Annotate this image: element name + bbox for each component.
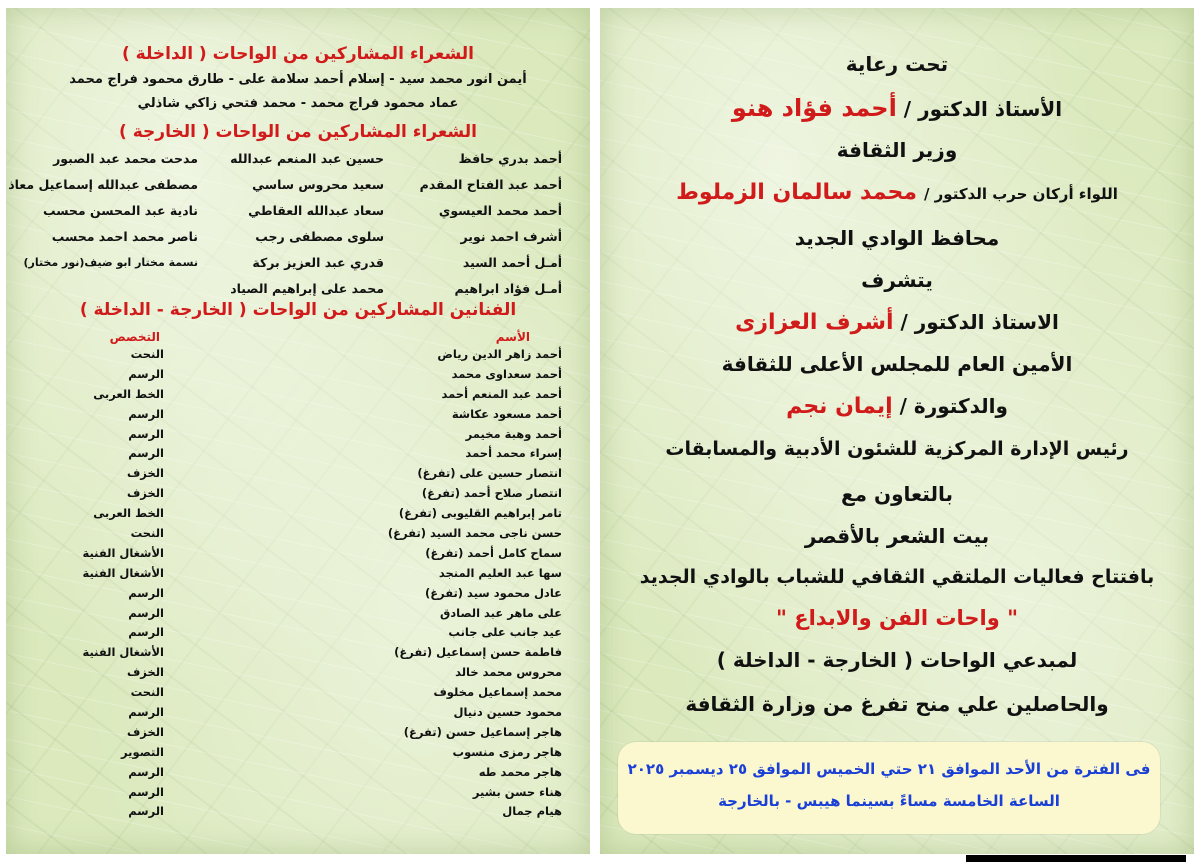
artist-specialty: النحت [130, 526, 164, 541]
notice-time-venue: الساعة الخامسة مساءً بسينما هيبس - بالخارجة [718, 792, 1060, 810]
artist-name: انتصار صلاح أحمد (تفرغ) [421, 486, 562, 501]
dakhla-poets-line-1: أيمن انور محمد سيد - إسلام أحمد سلامة على - طارق محمود فراج محمد [69, 72, 527, 87]
artist-name: محمد إسماعيل مخلوف [433, 685, 562, 700]
artist-name: سماح كامل أحمد (تفرغ) [425, 545, 562, 560]
artist-name: على ماهر عبد الصادق [439, 605, 562, 620]
artist-name: هاجر إسماعيل حسن (تفرغ) [403, 724, 562, 739]
artist-name: سها عبد العليم المنجد [438, 565, 562, 580]
director-name: إيمان نجم [786, 394, 893, 419]
artist-specialty: الرسم [128, 705, 164, 720]
artist-name: أحمد وهبة مخيمر [465, 426, 562, 441]
artist-name: عيد جانب على جانب [448, 625, 562, 640]
artist-name: أحمد زاهر الدين رياض [437, 347, 562, 361]
minister-line [600, 94, 1194, 122]
poet-name: مصطفى عبدالله إسماعيل معاذ [8, 177, 198, 192]
poet-name: أحمد محمد العيسوي [438, 203, 562, 218]
artist-specialty: الرسم [128, 804, 164, 819]
minister-prefix: الأستاذ الدكتور / [903, 97, 1063, 121]
artist-specialty: الخزف [126, 665, 164, 680]
poet-name: محمد على إبراهيم الصياد [230, 281, 384, 296]
name-column-header: الأسم [495, 330, 530, 344]
poet-name: أحمد بدري حافظ [458, 151, 562, 166]
artist-specialty: النحت [130, 347, 164, 361]
poet-name: نسمة مختار ابو ضيف(نور مختار) [23, 256, 198, 269]
artist-specialty: الرسم [128, 406, 164, 421]
poet-name: أمـل فؤاد ابراهيم [454, 281, 562, 296]
kharga-poets-col-3 [8, 146, 198, 276]
honored-line: يتشرف [861, 268, 933, 292]
under-patronage: تحت رعاية [845, 52, 949, 76]
section-title-kharga-poets: الشعراء المشاركين من الواحات ( الخارجة ) [119, 122, 477, 142]
artist-specialty: الخط العربى [93, 386, 164, 401]
artist-specialty: الرسم [128, 764, 164, 779]
director-prefix: والدكتورة / [899, 394, 1008, 418]
minister-title: وزير الثقافة [836, 138, 958, 162]
artist-name: انتصار حسين على (تفرغ) [417, 466, 562, 481]
poet-name: حسين عبد المنعم عبدالله [230, 151, 384, 166]
poet-name: قدري عبد العزيز بركة [252, 255, 384, 270]
artist-specialty: الرسم [128, 366, 164, 381]
grant-holders-line: والحاصلين علي منح تفرغ من وزارة الثقافة [685, 692, 1109, 716]
artist-name: محمود حسين دنيال [453, 705, 562, 720]
invitation-sheet [600, 8, 1194, 854]
dakhla-poets-line-2: عماد محمود فراج محمد - محمد فتحي زاكي شاذلي [137, 96, 459, 111]
date-venue-notice [618, 742, 1160, 834]
poet-name: أمـل أحمد السيد [462, 255, 562, 270]
artists-names-column [342, 345, 562, 822]
artist-name: هاجر محمد طه [478, 764, 562, 779]
kharga-poets-col-1 [402, 146, 562, 302]
poet-name: أشرف احمد نوير [460, 229, 562, 244]
secretary-line [600, 310, 1194, 335]
artist-specialty: الرسم [128, 426, 164, 441]
artist-specialty: الرسم [128, 585, 164, 600]
artist-specialty: الرسم [128, 605, 164, 620]
director-line [600, 394, 1194, 419]
artist-specialty: الخط العربى [93, 506, 164, 521]
artist-specialty: الخزف [126, 486, 164, 501]
artists-specialty-column [44, 345, 164, 822]
poet-name: سلوى مصطفى رجب [255, 229, 384, 244]
poet-name: سعيد محروس ساسي [252, 177, 384, 192]
artist-specialty: الرسم [128, 625, 164, 640]
event-opening-line: بافتتاح فعاليات الملتقي الثقافي للشباب بالوادي الجديد [639, 566, 1155, 588]
governor-line [600, 180, 1194, 205]
artist-name: حسن ناجى محمد السيد (تفرغ) [387, 526, 562, 541]
artist-name: فاطمة حسن إسماعيل (تفرغ) [394, 645, 562, 660]
artist-name: محروس محمد خالد [455, 665, 562, 680]
artist-specialty: الأشغال الفنية [82, 645, 164, 660]
bottom-bar [966, 855, 1186, 862]
notice-dates: فى الفترة من الأحد الموافق ٢١ حتي الخميس الموافق ٢٥ ديسمبر ٢٠٢٥ [627, 760, 1151, 778]
artist-name: هاجر رمزى منسوب [452, 744, 562, 759]
artist-specialty: الرسم [128, 446, 164, 461]
poet-name: أحمد عبد الفتاح المقدم [419, 177, 562, 192]
artist-name: هيام جمال [502, 804, 562, 819]
poet-name: مدحت محمد عبد الصبور [53, 151, 198, 166]
creators-line: لمبدعي الواحات ( الخارجة - الداخلة ) [716, 648, 1078, 672]
artist-specialty: الخزف [126, 724, 164, 739]
secretary-title: الأمين العام للمجلس الأعلى للثقافة [721, 352, 1073, 376]
artist-name: أحمد سعداوى محمد [451, 366, 562, 381]
artist-name: أحمد مسعود عكاشة [451, 406, 562, 421]
section-title-artists: الفنانين المشاركين من الواحات ( الخارجة - الداخلة ) [79, 300, 517, 320]
poet-name: ناصر محمد احمد محسب [51, 229, 198, 244]
artist-specialty: الرسم [128, 784, 164, 799]
artist-specialty: الأشغال الفنية [82, 565, 164, 580]
secretary-prefix: الاستاذ الدكتور / [900, 310, 1059, 334]
artist-specialty: التصوير [121, 744, 164, 759]
artist-specialty: النحت [130, 685, 164, 700]
governor-name: محمد سالمان الزملوط [676, 180, 917, 205]
kharga-poets-col-2 [214, 146, 384, 302]
secretary-name: أشرف العزازى [735, 310, 894, 335]
poet-name: نادية عبد المحسن محسب [42, 203, 198, 218]
partner-house-of-poetry: بيت الشعر بالأقصر [804, 524, 990, 548]
artist-name: عادل محمود سيد (تفرغ) [424, 585, 562, 600]
minister-name: أحمد فؤاد هنو [731, 94, 897, 122]
director-title: رئيس الإدارة المركزية للشئون الأدبية والمسابقات [665, 438, 1129, 460]
section-title-dakhla-poets: الشعراء المشاركين من الواحات ( الداخلة ) [121, 44, 475, 64]
specialty-column-header: التخصص [109, 330, 160, 344]
participants-sheet [6, 8, 590, 854]
governor-title: محافظ الوادي الجديد [794, 226, 1000, 250]
event-name: " واحات الفن والابداع " [775, 606, 1019, 630]
poet-name: سعاد عبدالله العقاطي [248, 203, 384, 218]
artist-name: هناء حسن بشير [472, 784, 562, 799]
in-cooperation-with: بالتعاون مع [840, 482, 953, 506]
artist-specialty: الأشغال الفنية [82, 545, 164, 560]
artist-specialty: الخزف [126, 466, 164, 481]
artist-name: إسراء محمد أحمد [465, 446, 562, 461]
artist-name: أحمد عبد المنعم أحمد [441, 386, 562, 401]
governor-prefix: اللواء أركان حرب الدكتور / [923, 185, 1118, 203]
artist-name: تامر إبراهيم القليوبى (تفرغ) [398, 506, 562, 521]
